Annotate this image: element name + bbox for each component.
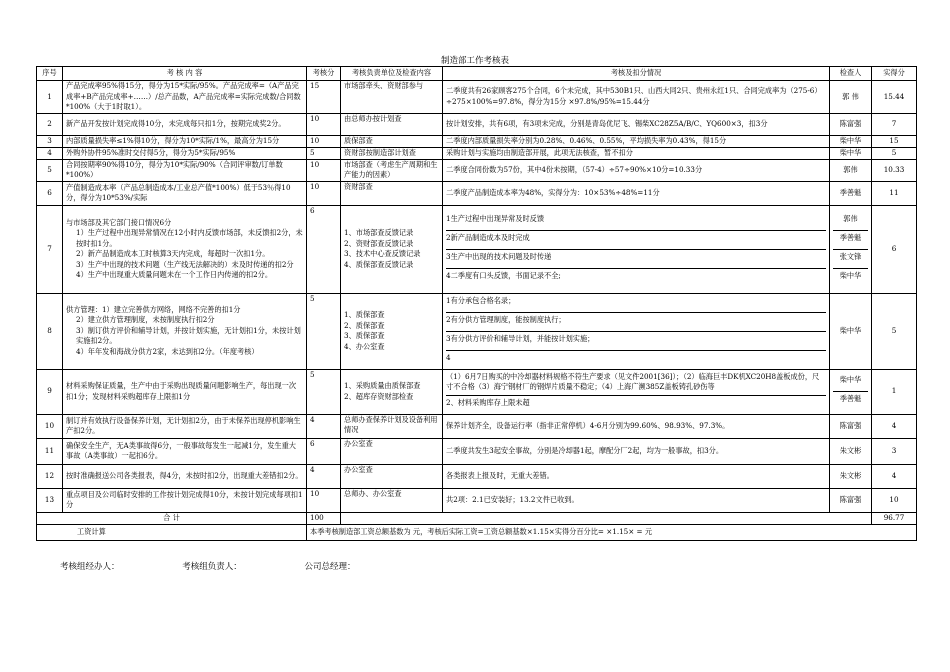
row-content <box>63 205 307 293</box>
row-dept <box>341 293 443 369</box>
row-content <box>63 293 307 369</box>
row-score: 4 <box>307 464 341 488</box>
row-situation: 二季度合同份数为57份，其中4份未按期，（57-4）÷57÷90%×10分=10.33分 <box>443 159 830 181</box>
row-checker: 郭 伟 <box>830 81 872 114</box>
row-checker <box>830 205 872 293</box>
row-content: 重点项目及公司临时安排的工作按计划完成得10分，未按计划完成每项扣1分 <box>63 488 307 512</box>
row-content: 内部质量损失率≤1%得10分，得分为10*实际/1%，最高分为15分 <box>63 135 307 147</box>
table-row <box>37 464 917 488</box>
row-seq: 10 <box>37 414 63 438</box>
row-seq: 4 <box>37 147 63 159</box>
row-score: 10 <box>307 159 341 181</box>
situation-line: 4二季度有口头反馈，书面记录不全; <box>446 270 561 280</box>
row-situation: 各类报表上报及时，无重大差错。 <box>443 464 830 488</box>
checker-line: 季善魁 <box>839 394 862 403</box>
row-seq: 2 <box>37 113 63 135</box>
table-row <box>37 81 917 114</box>
content-line: 2）建立供方管理制度，未按制度执行扣2分 <box>76 315 215 325</box>
row-content: 外购外协件95%准时交付得5分，得分为5*实际/95% <box>63 147 307 159</box>
header-situation: 考核及扣分情况 <box>443 67 830 81</box>
table-row <box>37 369 917 414</box>
leader-label: 考核组负责人： <box>182 562 242 572</box>
row-dept: 总师办查保养计划及设备利用情况 <box>341 414 443 438</box>
row-dept: 资财部按制造部计划查 <box>341 147 443 159</box>
situation-line: 2新产品制造成本及时完成 <box>446 231 826 250</box>
row-situation: 二季度共有26家顾客275个合同，6个未完成，其中530B1只、山西大同2只、贵州永红1只、合同完成率为（275-6）÷275×100%=97.8%，得分为15分 ×97.8%/95%=15.44分 <box>443 81 830 114</box>
row-dept: 资财部查 <box>341 181 443 205</box>
dept-line: 2、资财部查反馈记录 <box>344 238 414 248</box>
row-score: 6 <box>307 438 341 464</box>
row-dept: 办公室查 <box>341 438 443 464</box>
total-row <box>37 512 917 524</box>
row-score: 10 <box>307 113 341 135</box>
row-dept: 办公室查 <box>341 464 443 488</box>
row-actual: 5 <box>872 293 917 369</box>
row-score: 6 <box>307 205 341 293</box>
row-actual: 5 <box>872 147 917 159</box>
row-checker: 陈富强 <box>830 488 872 512</box>
row-seq: 9 <box>37 369 63 414</box>
row-situation: 二季度内部质量损失率分别为0.28%、0.46%、0.55%，平均损失率为0.43%，得15分 <box>443 135 830 147</box>
row-score: 5 <box>307 293 341 369</box>
dept-line: 1、市场部查反馈记录 <box>344 228 414 237</box>
row-content: 按时准确报送公司各类报表，得4分，未按时扣2分，出现重大差错扣2分。 <box>63 464 307 488</box>
row-actual: 15 <box>872 135 917 147</box>
row-actual: 10.33 <box>872 159 917 181</box>
row-score: 4 <box>307 414 341 438</box>
total-actual: 96.77 <box>872 512 917 524</box>
row-score: 10 <box>307 135 341 147</box>
row-checker <box>830 369 872 414</box>
dept-line: 3、技术中心查反馈记录 <box>344 249 421 258</box>
header-content: 考 核 内 容 <box>63 67 307 81</box>
row-checker: 朱文彬 <box>830 438 872 464</box>
row-situation: 按计划安排，共有6项，有3项未完成，分别是青岛优尼飞、锡柴XC28Z5A/B/C、YQ600×3，扣3分 <box>443 113 830 135</box>
checker-line: 张文锋 <box>833 250 868 269</box>
dept-line: 1、质保部查 <box>344 310 385 319</box>
situation-line: 1生产过程中出现异常及时反馈 <box>446 212 826 231</box>
situation-line: （1）6月7日购买的中冷却器材料规格不符生产要求（见文件2001[36]）；（2）临海巨丰DK机XC20H8盖板成份，尺寸不合格（3）海宁钢材厂的钢焊片质量不稳定；（4）上海广濒385Z盖板铸孔砂伤等 <box>446 370 826 396</box>
table-row <box>37 159 917 181</box>
row-actual: 11 <box>872 181 917 205</box>
row-score: 10 <box>307 181 341 205</box>
checker-line: 郭伟 <box>833 212 868 231</box>
row-checker: 季善魁 <box>830 181 872 205</box>
dept-line: 2、超库存资财部检查 <box>344 391 414 401</box>
row-actual: 7 <box>872 113 917 135</box>
header-dept: 考核负责单位及检查内容 <box>341 67 443 81</box>
row-seq: 13 <box>37 488 63 512</box>
row-checker: 柴中华 <box>830 147 872 159</box>
signature-line <box>60 560 415 572</box>
table-row <box>37 147 917 159</box>
row-content: 合同按期率90%得10分，得分为10*实际/90%（合同评审数/订单数*100%） <box>63 159 307 181</box>
content-line: 4）年年发和海战分供方2家，未达到扣2分。（年度考核） <box>76 346 259 356</box>
office-label: 考核组经办人： <box>60 562 120 572</box>
total-label: 合 计 <box>37 512 307 524</box>
dept-line: 4、质保部查反馈记录 <box>344 259 414 269</box>
row-score: 15 <box>307 81 341 114</box>
situation-line: 3生产中出现的技术问题及时传递 <box>446 250 826 269</box>
row-dept: 由总师办按计划查 <box>341 113 443 135</box>
row-score: 10 <box>307 488 341 512</box>
checker-line: 柴中华 <box>839 270 862 280</box>
header-score: 考核分 <box>307 67 341 81</box>
row-actual: 6 <box>872 205 917 293</box>
row-situation <box>443 293 830 369</box>
header-seq: 序号 <box>37 67 63 81</box>
checker-line: 柴中华 <box>833 373 868 392</box>
content-line: 3）制订供方评价和辅导计划，并按计划实施，无计划扣1分，未按计划实施扣2分。 <box>76 325 301 346</box>
row-situation: 二季度共发生3起安全事故，分别是冷却器1起，摩配分厂2起，均为一般事故，扣3分。 <box>443 438 830 464</box>
table-row <box>37 488 917 512</box>
row-content: 新产品开发按计划完成得10分，未完成每只扣1分，按期完成奖2分。 <box>63 113 307 135</box>
table-row <box>37 205 917 293</box>
total-blank <box>341 512 872 524</box>
dept-line: 1、采购质量由质保部查 <box>344 381 421 390</box>
row-checker: 陈富强 <box>830 113 872 135</box>
row-content: 产值制造成本率（产品总制造成本/工业总产值*100%）低于53％得10分，得分为10*53%/实际 <box>63 181 307 205</box>
row-checker: 柴中华 <box>830 293 872 369</box>
row-dept: 市场部查（考虑生产周期和生产能力的因素） <box>341 159 443 181</box>
table-row <box>37 135 917 147</box>
row-checker: 陈富强 <box>830 414 872 438</box>
header-checker: 检查人 <box>830 67 872 81</box>
assessment-table <box>36 66 917 541</box>
row-dept: 总师办、办公室查 <box>341 488 443 512</box>
table-row <box>37 438 917 464</box>
manager-label: 公司总经理： <box>304 562 356 572</box>
row-content: 确保安全生产，无A类事故得6分，一般事故每发生一起减1分，发生重大事故（A类事故）一起扣6分。 <box>63 438 307 464</box>
wage-row <box>37 524 917 540</box>
table-row <box>37 181 917 205</box>
row-situation: 采购计划与实施均由制造部开展，此项无法核查，暂不扣分 <box>443 147 830 159</box>
row-actual: 4 <box>872 464 917 488</box>
situation-line: 2、材料采购库存上限未超 <box>446 397 530 407</box>
row-checker: 郭伟 <box>830 159 872 181</box>
content-line: 3）生产中出现的技术问题（生产线无法解决的）未及时传递的扣2分 <box>76 259 294 269</box>
row-dept: 质保部查 <box>341 135 443 147</box>
row-checker: 朱文彬 <box>830 464 872 488</box>
row-situation: 保养计划齐全，设备运行率（指非正常停机）4-6月分别为99.60%、98.93%、97.3%。 <box>443 414 830 438</box>
row-actual: 1 <box>872 369 917 414</box>
table-row <box>37 414 917 438</box>
row-situation: 共2项：2.1已安装好；13.2文件已收到。 <box>443 488 830 512</box>
content-line: 4）生产中出现重大质量问题未在一个工作日内传递的扣2分。 <box>76 270 273 279</box>
row-actual: 10 <box>872 488 917 512</box>
dept-line: 3、质保部查 <box>344 331 385 340</box>
dept-line: 2、质保部查 <box>344 320 385 330</box>
row-seq: 1 <box>37 81 63 114</box>
row-actual: 3 <box>872 438 917 464</box>
row-checker: 柴中华 <box>830 135 872 147</box>
row-situation <box>443 369 830 414</box>
row-score: 5 <box>307 147 341 159</box>
row-situation: 二季度产品制造成本率为48%，实得分为：10×53%÷48%=11分 <box>443 181 830 205</box>
row-situation <box>443 205 830 293</box>
row-seq: 12 <box>37 464 63 488</box>
content-line: 2）新产品制造成本工时核算3天内完成，每超时一次扣1分。 <box>76 249 270 258</box>
situation-line: 3有分供方评价和辅导计划，并能按计划实施； <box>446 332 826 351</box>
wage-label: 工资计算 <box>37 524 307 540</box>
content-line: 1）生产过程中出现异常情况在12小时内反馈市场部，未反馈扣2分，未按时扣1分。 <box>76 228 303 248</box>
situation-line: 4 <box>446 352 451 362</box>
content-line: 供方管理：1）建立完善供方网络，网络不完善的扣1分 <box>66 304 241 314</box>
row-dept: 市场部牵头、资财部参与 <box>341 81 443 114</box>
table-row <box>37 293 917 369</box>
checker-line: 季善魁 <box>833 231 868 250</box>
row-content: 制订并有效执行设备保养计划，无计划扣2分，由于未保养出现停机影响生产扣2分。 <box>63 414 307 438</box>
row-actual: 15.44 <box>872 81 917 114</box>
row-dept <box>341 205 443 293</box>
row-actual: 4 <box>872 414 917 438</box>
situation-line: 2有分供方管理制度，能按制度执行； <box>446 313 826 332</box>
total-score: 100 <box>307 512 341 524</box>
dept-line: 4、办公室查 <box>344 341 385 351</box>
header-row <box>37 67 917 81</box>
row-seq: 3 <box>37 135 63 147</box>
row-content: 材料采购保证质量，生产中由于采购出现质量问题影响生产，每出现一次扣1分；发现材料采购超库存上限扣1分 <box>63 369 307 414</box>
content-line: 与市场部及其它部门接口情况6分 <box>66 217 172 227</box>
row-seq: 11 <box>37 438 63 464</box>
row-seq: 7 <box>37 205 63 293</box>
wage-text: 本季考核制造部工资总额基数为 元，考核后实际工资=工资总额基数×1.15×实得分百分比= ×1.15× = 元 <box>307 524 917 540</box>
row-seq: 8 <box>37 293 63 369</box>
situation-line: 1有分承包合格名录； <box>446 294 826 313</box>
row-score: 5 <box>307 369 341 414</box>
row-seq: 6 <box>37 181 63 205</box>
header-actual: 实得分 <box>872 67 917 81</box>
row-content: 产品完成率95%得15分，得分为15*实际/95%。产品完成率=（A产品完成率+B产品完成率+……）/总产品数，A产品完成率=实际完成数/合同数*100%（大于1时取1）。 <box>63 81 307 114</box>
row-dept <box>341 369 443 414</box>
document-title: 制造部工作考核表 <box>440 56 509 66</box>
table-row <box>37 113 917 135</box>
row-seq: 5 <box>37 159 63 181</box>
